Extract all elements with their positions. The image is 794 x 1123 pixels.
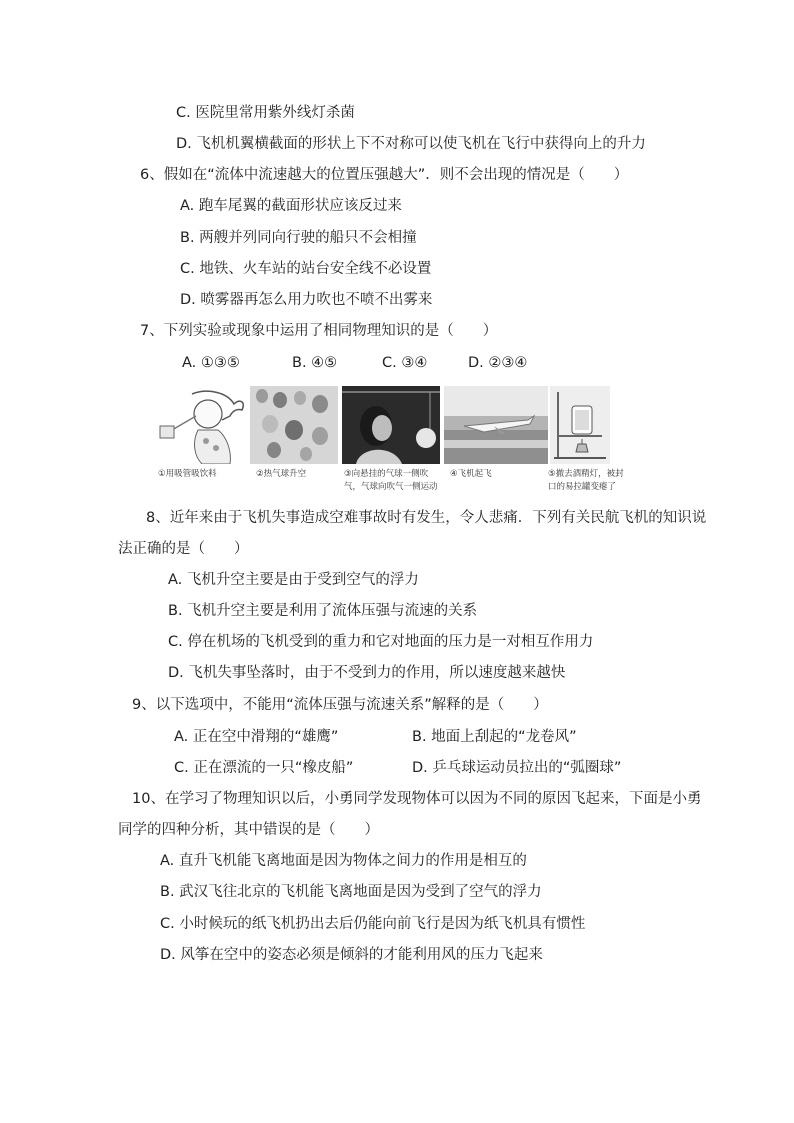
q6-option-d: D. 喷雾器再怎么用力吹也不喷不出雾来 [180, 292, 433, 308]
q10-option-d: D. 风筝在空中的姿态必须是倾斜的才能利用风的压力飞起来 [160, 947, 543, 963]
q6-option-c: C. 地铁、火车站的站台安全线不必设置 [180, 261, 432, 277]
q5-option-c: C. 医院里常用紫外线灯杀菌 [176, 105, 355, 121]
q10-option-c: C. 小时候玩的纸飞机扔出去后仍能向前飞行是因为纸飞机具有惯性 [160, 916, 586, 932]
q8-stem-line1: 8、近年来由于飞机失事造成空难事故时有发生，令人悲痛．下列有关民航飞机的知识说 [146, 510, 707, 526]
q9-option-c: C. 正在漂流的一只“橡皮船” [174, 760, 354, 776]
q7-option-a: A. ①③⑤ [182, 355, 240, 371]
q8-option-a: A. 飞机升空主要是由于受到空气的浮力 [168, 572, 419, 588]
q7-option-d: D. ②③④ [468, 355, 528, 371]
q6-stem: 6、假如在“流体中流速越大的位置压强越大”．则不会出现的情况是（ ） [140, 167, 629, 183]
q7-option-b: B. ④⑤ [292, 355, 338, 371]
plane-takeoff-photo [444, 386, 548, 464]
q9-option-b: B. 地面上刮起的“龙卷风” [412, 729, 577, 745]
q9-option-a: A. 正在空中滑翔的“雄鹰” [174, 729, 339, 745]
q10-option-a: A. 直升飞机能飞离地面是因为物体之间力的作用是相互的 [160, 853, 527, 869]
caption-5 [548, 468, 624, 494]
q9-option-d: D. 乒乓球运动员拉出的“弧圈球” [412, 760, 622, 776]
caption-2: ②热气球升空 [256, 469, 307, 479]
q10-stem-line2: 同学的四种分析，其中错误的是（ ） [118, 822, 379, 838]
hot-air-balloons-photo [250, 386, 338, 464]
q10-stem-line1: 10、在学习了物理知识以后，小勇同学发现物体可以因为不同的原因飞起来，下面是小勇 [132, 791, 702, 807]
caption-3-text: ③向悬挂的气球一侧吹 气，气球向吹气一侧运动 [344, 469, 438, 492]
q10-option-b: B. 武汉飞往北京的飞机能飞离地面是因为受到了空气的浮力 [160, 884, 542, 900]
blowing-balloon-photo [342, 386, 440, 464]
q8-stem-line2: 法正确的是（ ） [118, 541, 249, 557]
q6-option-b: B. 两艘并列同向行驶的船只不会相撞 [180, 230, 417, 246]
q7-figures [152, 386, 624, 498]
q7-stem: 7、下列实验或现象中运用了相同物理知识的是（ ） [140, 323, 498, 339]
q6-option-a: A. 跑车尾翼的截面形状应该反过来 [180, 198, 402, 214]
q7-option-c: C. ③④ [382, 355, 428, 371]
q9-stem: 9、以下选项中，不能用“流体压强与流速关系”解释的是（ ） [132, 697, 548, 713]
q8-option-b: B. 飞机升空主要是利用了流体压强与流速的关系 [168, 603, 478, 619]
girl-drinking-illustration [152, 386, 248, 464]
can-burner-illustration [550, 386, 610, 464]
caption-5-text: ⑤撤去酒精灯，被封 口的易拉罐变瘪了 [548, 469, 624, 492]
caption-4: ④飞机起飞 [450, 469, 492, 479]
q8-option-d: D. 飞机失事坠落时，由于不受到力的作用，所以速度越来越快 [168, 665, 566, 681]
q8-option-c: C. 停在机场的飞机受到的重力和它对地面的压力是一对相互作用力 [168, 634, 594, 650]
q5-option-d: D. 飞机机翼横截面的形状上下不对称可以使飞机在飞行中获得向上的升力 [176, 136, 646, 152]
caption-1: ①用吸管吸饮料 [158, 469, 217, 479]
caption-3 [344, 468, 438, 494]
